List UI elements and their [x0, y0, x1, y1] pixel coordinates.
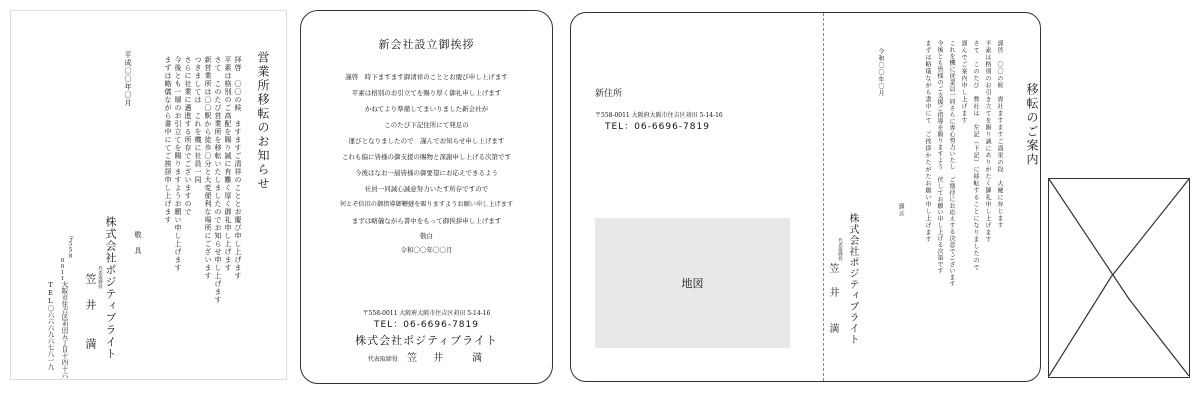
card3-title: 移転のご案内 [1025, 83, 1039, 167]
card2-date: 令和〇〇年〇〇月 [400, 246, 453, 254]
card2-body-line: 平素は格別のお引立てを賜り厚く御礼申し上げます [351, 89, 502, 97]
card1-body-line: 今後とも一層のお引立てを賜りますようお願い申し上げます [174, 56, 182, 272]
card1-body-line: さらに社業に邁進する所存でございますので [184, 56, 192, 216]
card2-body-line: 今後はなお一層皆様の御要望にお応えできるよう [355, 169, 498, 177]
card2-body-line: 謹啓 時下ますます御清祥のこととお慶び申し上げます [345, 73, 508, 81]
card3-rep-name: 笠 井 満 [827, 263, 838, 335]
card1-address: 大阪市住吉区苅田五丁目十四十六 [60, 281, 69, 379]
card1-body-line: つきましては これを機に社員一同 [194, 56, 202, 184]
card3-body-line: 謹啓 〇〇の候 貴社ますますご盛栄の段 大慶に存じます [996, 40, 1003, 229]
new-company-greeting-card [300, 10, 553, 384]
fold-divider [823, 13, 824, 381]
card1-closing: 敬 具 [134, 231, 142, 255]
envelope-illustration [1048, 178, 1190, 378]
card1-postal: 0011 [59, 258, 66, 282]
card3-body-line: これを機に従業員一同さらに専心努力いたし ご期待にお応えする決意でございます [948, 40, 955, 287]
card2-rep [301, 354, 552, 364]
card1-body-line: 拝啓 〇〇の候 ますますご清祥のこととお慶び申し上げます [234, 56, 242, 280]
card3-body-line: さて このたび 弊社は 左記（下記）に移転することになりましたので [972, 40, 979, 271]
card3-address: 〒558-0011 大阪府大阪市住吉区苅田 5-14-16 [595, 112, 723, 119]
map-placeholder [595, 218, 790, 348]
card2-closing: 敬白 [420, 232, 433, 240]
card3-body-line: 今後とも皆様のご支援ご指導を賜りますよう 伏してお願い申し上げる次第です [936, 40, 943, 274]
card3-body-line: 謹んでご案内申し上げます [960, 40, 967, 124]
card1-rep-title: 代表取締役 [97, 266, 103, 289]
card2-body-line: まずは略儀ながら書中をもって御挨拶申し上げます [351, 217, 502, 225]
card2-tel: TEL：06-6696-7819 [374, 320, 479, 330]
card2-body-line: かねてより準備してまいりました新会社が [364, 105, 489, 113]
card3-tel: TEL：06-6696-7819 [605, 122, 710, 132]
card2-body-line: これも偏に皆様の御支援の賜物と深謝申し上げる次第です [342, 153, 511, 161]
card1-body-line: さて このたび営業所を移転いたしましたのでお知らせ申し上げます [214, 56, 222, 304]
card1-date: 平成〇〇年〇月 [124, 51, 132, 107]
card1-title: 営業所移転のお知らせ [256, 51, 270, 191]
envelope-lines [1049, 179, 1189, 376]
card2-body-line: 運びとなりましたので 謹んでお知らせ申し上げます [348, 137, 505, 145]
card2-body-line: 社員一同誠心誠意努力いたす所存ですので [364, 185, 489, 193]
card2-address: 〒558-0011 大阪府大阪市住吉区苅田 5-14-16 [362, 310, 491, 317]
map-label: 地図 [681, 277, 704, 290]
card2-title: 新会社設立御挨拶 [378, 38, 475, 51]
card3-company: 株式会社ポジティブライト [847, 213, 858, 345]
card2-rep-name: 笠 井 満 [407, 353, 486, 364]
card1-rep-name: 笠 井 満 [84, 273, 97, 351]
card1-tel: TEL〇六六六九六七八一九 [46, 281, 55, 370]
card2-body-line: このたび下記住所にて発足の [384, 121, 469, 129]
card2-rep-title: 代表取締役 [367, 356, 398, 363]
card2-body-line: 何とぞ倍旧の御指導御鞭撻を賜りますようお願い申し上げます [339, 201, 514, 208]
card3-rep-title: 代表取締役 [837, 238, 843, 261]
card1-company: 株式会社ポジティブライト [104, 216, 117, 360]
card3-body-line: 平素は格別のお引き立てを賜り誠にありがたく御礼申し上げます [984, 40, 991, 243]
card3-body-line: まずは略儀ながら書中にて ご挨拶かたがたお願い申し上げます [924, 40, 931, 243]
moving-notice-card [10, 10, 287, 380]
card1-postal: 〒558 [67, 236, 74, 260]
card3-date: 令和〇〇年〇月 [877, 48, 884, 97]
card1-body-line: まずは略儀ながら書中にてご挨拶申し上げます [164, 56, 172, 224]
card3-closing: 謹言 [897, 203, 904, 217]
card3-new-address-label: 新住所 [595, 89, 623, 99]
moving-announcement-card [570, 12, 1041, 382]
card2-company: 株式会社ポジティブライト [355, 334, 498, 347]
card1-body-line: 新営業所は〇〇駅から徒歩〇分と大変便利な場所にございます [204, 56, 212, 280]
card1-body-line: 平素は格別のご高配を賜り誠に有難く厚く御礼申し上げます [224, 56, 232, 272]
